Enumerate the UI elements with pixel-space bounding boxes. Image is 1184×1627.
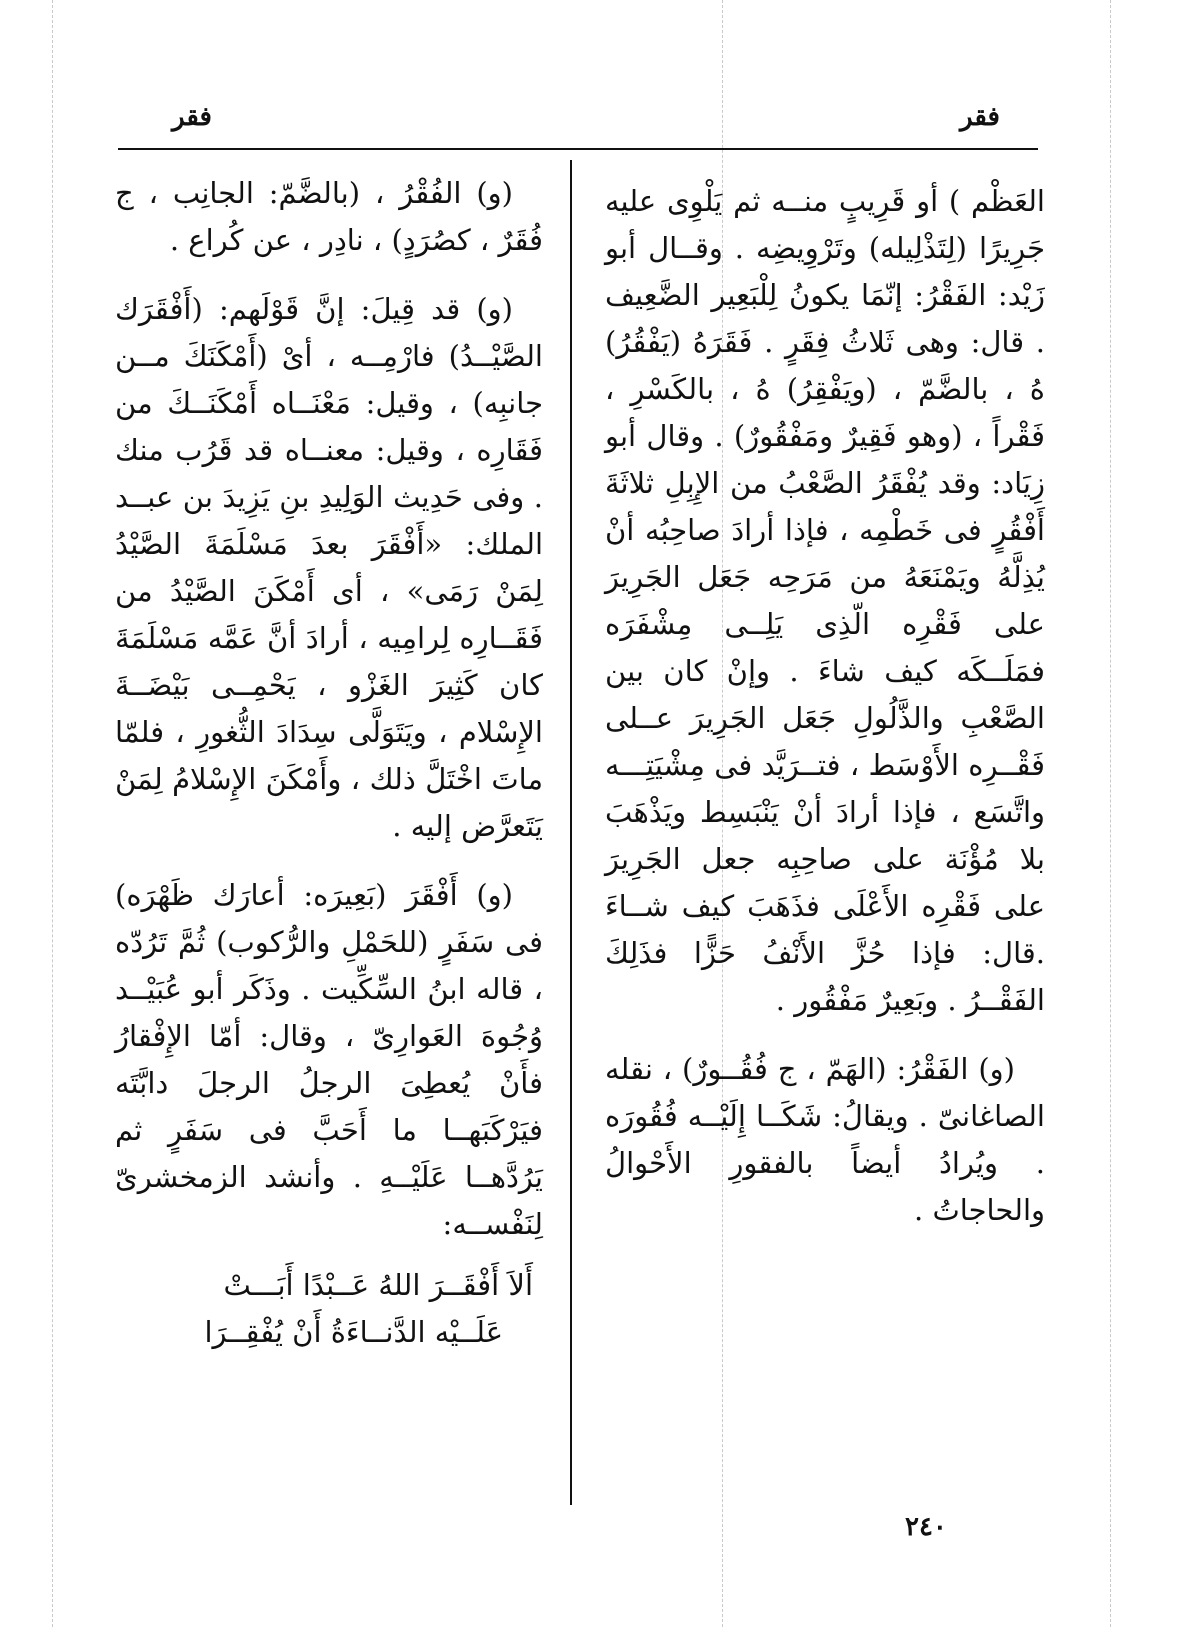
paragraph: (و) الفُقْرُ ، (بالضَّمّ: الجانِب ، ج فُقَرٌ ، كصُرَدٍ) ، نادِر ، عن كُراع . [115,176,543,257]
left-column [115,170,543,1356]
verse-line: عَلَــيْه الدَّنــاءَةُ أَنْ يُفْقِــرَا [204,1315,503,1349]
right-column [605,178,1045,1256]
running-head-left: فقر [172,102,212,132]
verse-line: أَلاَ أَفْقَــرَ اللهُ عَــبْدًا أَبَـــتْ [223,1268,533,1302]
paragraph: (و) أَفْقَرَ (بَعِيرَه: أعارَك ظَهْرَه) فى سَفَرٍ (للحَمْلِ والرُّكوب) ثُمَّ تَرُدّه ، قاله ابنُ السِّكِّيت . وذَكَر أبو عُبَيْــد وُجُوهَ العَوارِىّ ، وقال: أمّا الإِفْقارُ فأَنْ يُعطِىَ الرجلُ الرجلَ دابَّتَه فيَرْكَبَهــا ما أَحَبَّ فى سَفَرٍ ثم يَرُدَّهــا عَلَيْــهِ . وأنشد الزمخشرىّ لِنَفْســه: [115,878,543,1241]
page-number: ٢٤٠ [905,1512,947,1542]
header-rule [118,148,1038,150]
scan-guide-line [52,0,53,1627]
paragraph: (و) الفَقْرُ: (الهَمّ ، ج فُقُــورٌ) ، نقله الصاغانىّ . ويقالُ: شَكَــا إِلَيْــه فُقُورَه . ويُرادُ أيضاً بالفقورِ الأَحْوالُ والحاجاتُ . [605,1052,1045,1227]
paragraph: (و) قد قِيلَ: إنَّ قَوْلَهم: (أَفْقَرَك الصَّيْــدُ) فارْمِــه ، أىْ (أَمْكَنَكَ مــن جانبِه) ، وقيل: مَعْنَــاه أَمْكَنَــكَ من فَقَارِه ، وقيل: معنــاه قد قَرُب منك . وفى حَدِيث الوَلِيدِ بنِ يَزِيدَ بن عبــد الملك: «أَفْقَرَ بعدَ مَسْلَمَةَ الصَّيْدُ لِمَنْ رَمَى» ، أى أَمْكَنَ الصَّيْدُ من فَقَــارِه لِرامِيه ، أرادَ أنَّ عَمَّه مَسْلَمَةَ كان كَثِيرَ الغَزْو ، يَحْمِــى بَيْضَــةَ الإِسْلام ، ويَتَوَلَّى سِدَادَ الثُّغورِ ، فلمّا ماتَ اخْتَلَّ ذلك ، وأَمْكَنَ الإِسْلامُ لِمَنْ يَتَعرَّض إليه . [115,292,543,843]
column-divider [570,160,572,1505]
running-head-right: فقر [960,102,1000,132]
scan-guide-line [1110,0,1111,1627]
paragraph: العَظْم ) أو قَرِيبٍ منــه ثم يَلْوِى عليه جَرِيرًا (لِتَذْلِيله) وتَرْوِيضِه . وقــال أبو زَيْد: الفَقْرُ: إنّمَا يكونُ لِلْبَعِير الضَّعِيف . قال: وهى ثَلاثُ فِقَرٍ . فَقَرَهُ (يَفْقُرُ) هُ ، بالضَّمّ ، (ويَفْقِرُ) هُ ، بالكَسْرِ ، فَقْراً ، (وهو فَقِيرٌ ومَفْقُورٌ) . وقال أبو زِيَاد: وقد يُفْقَرُ الصَّعْبُ من الإِبِلِ ثلاثَةَ أَفْقُرٍ فى خَطْمِه ، فإذا أرادَ صاحِبُه أنْ يُذِلَّهُ ويَمْنَعَهُ من مَرَحِه جَعَل الجَرِيرَ على فَقْرِه الّذِى يَلِــى مِشْفَرَه فمَلَــكَه كيف شاءَ . وإنْ كان بين الصَّعْبِ والذَّلُولِ جَعَل الجَرِيرَ عــلى فَقْــرِه الأَوْسَط ، فتــرَيَّد فى مِشْيَتِـــه واتَّسَع ، فإذا أرادَ أنْ يَنْبَسِط ويَذْهَبَ بلا مُؤْنَة على صاحِبِه جعل الجَرِيرَ على فَقْرِه الأَعْلَى فذَهَبَ كيف شــاءَ .قال: فإذا حُزَّ الأَنْفُ حَزًّا فذَلِكَ الفَقْــرُ . وبَعِيرٌ مَفْقُور . [605,184,1045,1017]
